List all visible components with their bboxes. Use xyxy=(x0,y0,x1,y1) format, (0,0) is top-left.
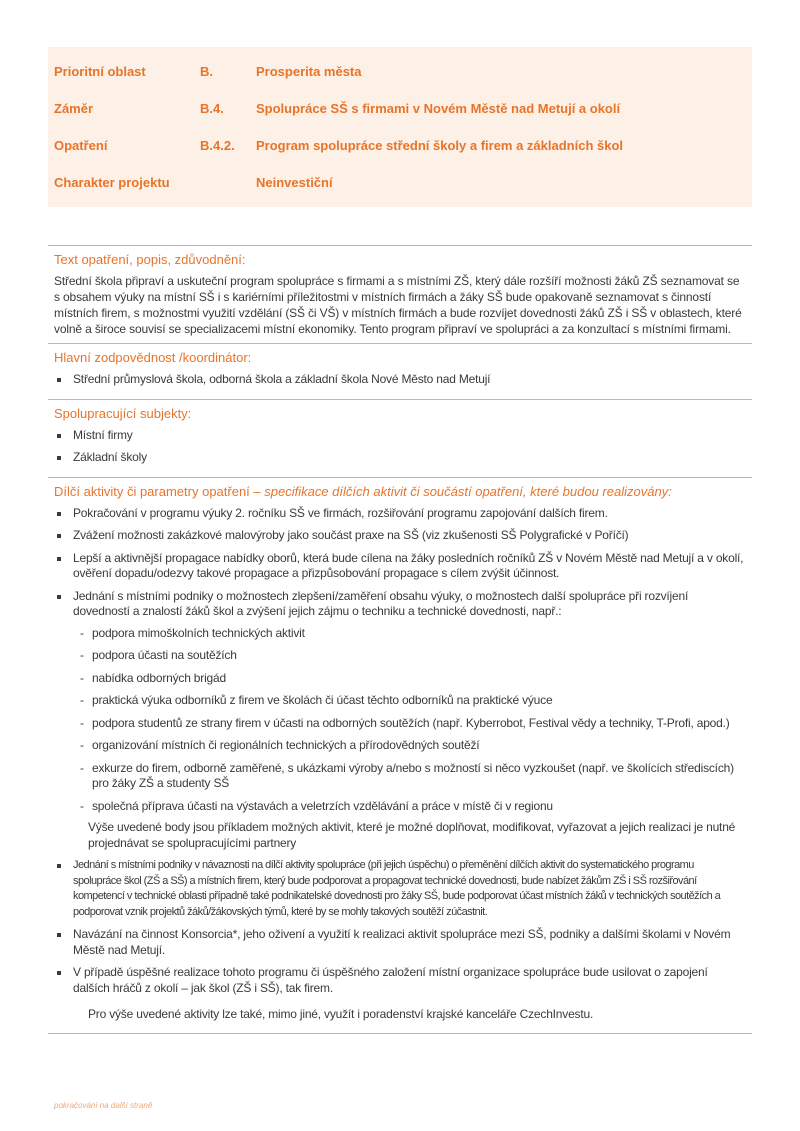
description-text: Střední škola připraví a uskuteční program spolupráce s firmami a s místními ZŠ, který dále rozšíří možnosti žáků ZŠ seznamovat se s obsahem výuky na místní SŠ i s kariérními příležitostmi v místních firmách a žáky SŠ bude opakovaně seznamovat s činností místních firem, s možnostmi využití vzdělání (SŠ či VŠ) v místních firmách a bude rozvíjet dovednosti žáků ZŠ i SŠ v oblastech, které volně a široce souvisí se specializacemi místní ekonomiky. Tento program připraví ve spolupráci a za konzultací s místními firmami. xyxy=(54,274,742,336)
list-item: Lepší a aktivnější propagace nabídky oborů, která bude cílena na žáky posledních ročníků ZŠ v Novém Městě nad Metují a v okolí, ověření dopadu/odezvy takové propagace a přizpůsobování propagace s cílem zvýšit účinnost. xyxy=(54,551,744,582)
list-item: Střední průmyslová škola, odborná škola a základní škola Nové Město nad Metují xyxy=(54,372,744,388)
sub-list-item: - společná příprava účasti na výstavách a veletrzích vzdělávání a práce v místě či v regionu xyxy=(80,799,744,815)
sub-list-item: - exkurze do firem, odborně zaměřené, s ukázkami výroby a/nebo s možností si něco vyzkoušet (např. ve školících střediscích) pro žáky ZŠ a studenty SŠ xyxy=(80,761,744,792)
header-row-priority xyxy=(48,53,752,90)
sub-list-item: - podpora účasti na soutěžích xyxy=(80,648,744,664)
section-description xyxy=(48,245,752,343)
sub-list-item: - nabídka odborných brigád xyxy=(80,671,744,687)
section-title: Hlavní zodpovědnost /koordinátor: xyxy=(54,350,252,365)
section-title: Spolupracující subjekty: xyxy=(54,405,192,421)
closing-note: Pro výše uvedené aktivity lze také, mimo jiné, využít i poradenství krajské kanceláře CzechInvestu. xyxy=(88,1007,594,1021)
section-activities xyxy=(48,477,752,1033)
list-item: Pokračování v programu výuky 2. ročníku SŠ ve firmách, rozšiřování programu zapojování dalších firem. xyxy=(54,506,744,522)
bottom-divider xyxy=(48,1033,752,1034)
list-item: Místní firmy xyxy=(54,428,744,444)
header-value: Prosperita města xyxy=(256,64,362,79)
sub-list-item: - podpora mimoškolních technických aktivit xyxy=(80,626,744,642)
sub-list-note: Výše uvedené body jsou příkladem možných aktivit, které je možné doplňovat, modifikovat, vyřazovat a jejich realizaci je nutné projednávat se spolupracujícími partnery xyxy=(88,820,736,850)
list-item: Zvážení možnosti zakázkové malovýroby jako součást praxe na SŠ (viz zkušenosti SŠ Polygrafické v Poříčí) xyxy=(54,528,744,544)
header-code: B.4.2. xyxy=(200,138,235,153)
continued-note: pokračování na další straně xyxy=(54,1101,153,1110)
header-label: Záměr xyxy=(54,101,94,116)
section-title: Text opatření, popis, zdůvodnění: xyxy=(54,252,246,267)
list-item: Navázání na činnost Konsorcia*, jeho oživení a využití k realizaci aktivit spolupráce mezi SŠ, podniky a dalšími školami v Novém Městě nad Metují. xyxy=(54,927,744,958)
list-item: Jednání s místními podniky v návaznosti na dílčí aktivity spolupráce (při jejich úspěchu) o přeměnění dílčích aktivit do systematického programu spolupráce škol (ZŠ a SŠ) a místních firem, který bude podporovat a propagovat technické dovednosti, bude nabízet žákům ZŠ i SŠ rozšiřování kompetencí v technické oblasti případně také podnikatelské dovednosti pro žáky SŠ, bude podporovat účast místních žáků v technických soutěžích a podporovat vznik projektů žáků/žákovských týmů, které by se mohly takových soutěží zúčastnit. xyxy=(54,858,744,920)
list-item-text: Jednání s místními podniky o možnostech zlepšení/zaměření obsahu výuky, o možnostech další spolupráce při rozvíjení dovedností a znalostí žáků škol a zvýšení jejich zájmu o techniku a technické dovednosti, např.: xyxy=(73,588,689,618)
header-label: Charakter projektu xyxy=(54,175,170,190)
list-item xyxy=(54,589,744,852)
header-label: Opatření xyxy=(54,138,108,153)
header-code: B. xyxy=(200,64,213,79)
sub-list-item: - organizování místních či regionálních technických a přírodovědných soutěží xyxy=(80,738,744,754)
list-item: Základní školy xyxy=(54,450,744,466)
header-code: B.4. xyxy=(200,101,224,116)
section-partners xyxy=(48,399,752,477)
list-item: V případě úspěšné realizace tohoto programu či úspěšného založení místní organizace spolupráce bude usilovat o zapojení dalších hráčů z okolí – jak škol (ZŠ i SŠ), tak firem. xyxy=(54,965,744,996)
sub-list-item: - podpora studentů ze strany firem v účasti na odborných soutěžích (např. Kyberrobot, Festival vědy a techniky, T-Profi, apod.) xyxy=(80,716,744,732)
section-responsibility xyxy=(48,343,752,399)
section-title xyxy=(48,478,752,499)
sub-list xyxy=(73,626,744,815)
sub-list-item: - praktická výuka odborníků z firem ve školách či účast těchto odborníků na praktické výuce xyxy=(80,693,744,709)
document-page xyxy=(48,47,752,1034)
header-value: Spolupráce SŠ s firmami v Novém Městě nad Metují a okolí xyxy=(256,101,621,116)
activities-title: Dílčí aktivity či parametry opatření xyxy=(54,483,250,499)
activities-title-italic: – specifikace dílčích aktivit či součástí opatření, které budou realizovány: xyxy=(249,483,672,499)
project-header xyxy=(48,47,752,207)
header-row-measure xyxy=(48,127,752,164)
header-row-intent xyxy=(48,90,752,127)
header-value: Program spolupráce střední školy a firem a základních škol xyxy=(256,138,624,153)
header-label: Prioritní oblast xyxy=(54,64,146,79)
header-row-character xyxy=(48,164,752,201)
header-value: Neinvestiční xyxy=(256,175,333,190)
